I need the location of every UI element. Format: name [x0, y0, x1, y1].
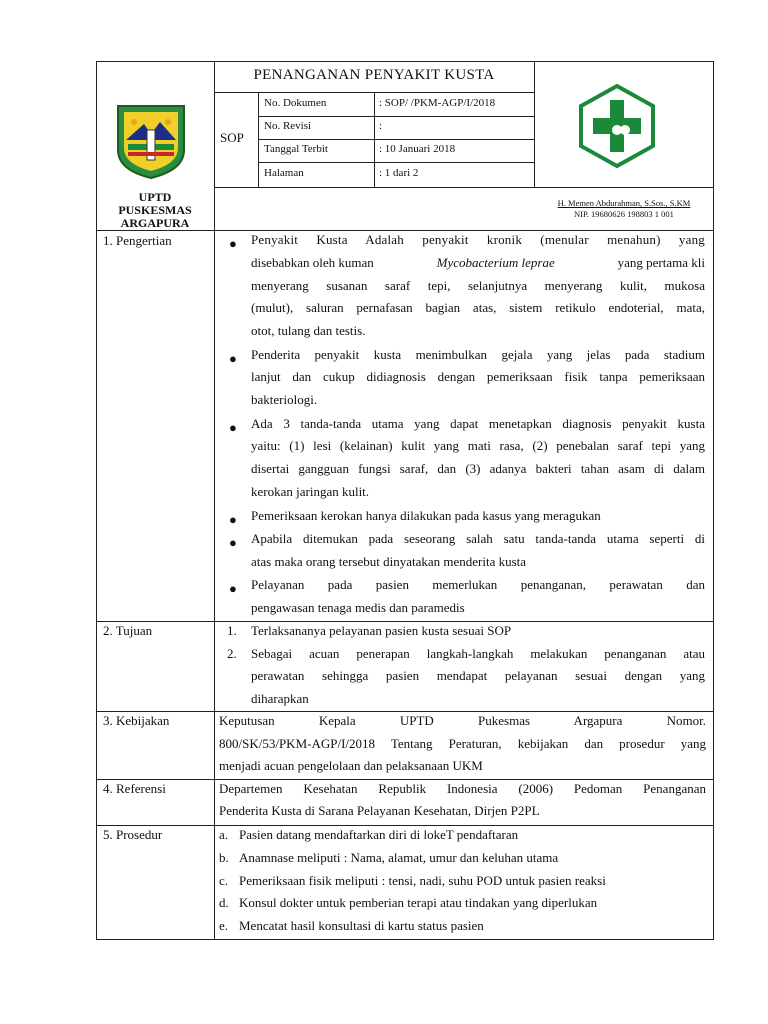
tujuan-text: Terlaksananya pelayanan pasien kusta sesuai SOP [251, 623, 512, 638]
referensi-text: Departemen Kesehatan Republik Indonesia (2006) Pedoman Penanganan [219, 781, 706, 796]
pengertian-text-c: yang pertama kli [617, 255, 705, 270]
puskesmas-emblem-icon [114, 100, 188, 180]
section-label-tujuan: 2. Tujuan [103, 623, 153, 638]
list-marker: d. [219, 895, 229, 910]
revisi-label: No. Revisi [264, 120, 312, 132]
halaman-value: : 1 dari 2 [379, 167, 419, 179]
section-label-pengertian: 1. Pengertian [103, 233, 172, 248]
pengertian-text [251, 255, 705, 271]
bullet-icon: ● [229, 420, 237, 435]
org-name-line3: ARGAPURA [120, 216, 190, 230]
org-name-line1: UPTD [138, 190, 172, 204]
prosedur-step: Anamnase meliputi : Nama, alamat, umur dan keluhan utama [239, 850, 559, 865]
pengertian-text: kerokan jaringan kulit. [251, 484, 370, 499]
sop-label: SOP [220, 130, 244, 145]
prosedur-step: Pasien datang mendaftarkan diri di lokeT pendaftaran [239, 827, 519, 842]
pengertian-text: yaitu: (1) lesi (kelainan) kulit yang mati rasa, (2) penebalan saraf tepi yang [251, 438, 705, 453]
tujuan-text: Sebagai acuan penerapan langkah-langkah melakukan penanganan atau [251, 646, 705, 661]
health-cross-icon [575, 84, 659, 168]
signatory-name: H. Memen Abdurahman, S.Sos., S.KM [557, 198, 691, 208]
bullet-icon: ● [229, 535, 237, 550]
pengertian-text: Pelayanan pada pasien memerlukan penanganan, perawatan dan [251, 577, 705, 592]
signatory-nip: NIP. 19680626 198803 1 001 [574, 209, 674, 219]
prosedur-step: Pemeriksaan fisik meliputi : tensi, nadi, suhu POD untuk pasien reaksi [239, 873, 606, 888]
prosedur-step: Konsul dokter untuk pemberian terapi atau tindakan yang diperlukan [239, 895, 598, 910]
tanggal-value: : 10 Januari 2018 [379, 143, 456, 155]
pengertian-text: bakteriologi. [251, 392, 318, 407]
list-marker: b. [219, 850, 229, 865]
pengertian-text: atas maka orang tersebut dinyatakan menderita kusta [251, 554, 527, 569]
list-marker: e. [219, 918, 229, 933]
halaman-label: Halaman [264, 167, 304, 179]
pengertian-text: Apabila ditemukan pada seseorang salah satu tanda-tanda utama seperti di [251, 531, 705, 546]
pengertian-text: menyerang susanan saraf tepi, selanjutnya menyerang kulit, mukosa [251, 278, 705, 293]
list-marker: 1. [227, 623, 237, 638]
pengertian-text: disertai gangguan fungsi saraf, dan (3) adanya bakteri tahan asam di dalam [251, 461, 705, 476]
referensi-text: Penderita Kusta di Sarana Pelayanan Kesehatan, Dirjen P2PL [219, 803, 540, 818]
bullet-icon: ● [229, 581, 237, 596]
org-name-line2: PUSKESMAS [118, 203, 192, 217]
section-label-kebijakan: 3. Kebijakan [103, 713, 170, 728]
bullet-icon: ● [229, 512, 237, 527]
pengertian-text: Penyakit Kusta Adalah penyakit kronik (menular menahun) yang [251, 232, 705, 247]
page-title: PENANGANAN PENYAKIT KUSTA [253, 67, 495, 83]
tujuan-text: perawatan sehingga pasien mendapat pelayanan sesuai dengan yang [251, 668, 705, 683]
pengertian-text: pengawasan tenaga medis dan paramedis [251, 600, 465, 615]
tujuan-text: diharapkan [251, 691, 309, 706]
pengertian-text: Ada 3 tanda-tanda utama yang dapat menetapkan diagnosis penyakit kusta [251, 416, 705, 431]
bullet-icon: ● [229, 236, 237, 251]
section-label-prosedur: 5. Prosedur [103, 827, 163, 842]
pengertian-text: Pemeriksaan kerokan hanya dilakukan pada kasus yang meragukan [251, 508, 601, 523]
list-marker: a. [219, 827, 229, 842]
list-marker: 2. [227, 646, 237, 661]
pengertian-text: (mulut), saluran pernafasan bagian atas, sistem retikulo endoterial, mata, [251, 300, 705, 315]
doc-label: No. Dokumen [264, 97, 327, 109]
tanggal-label: Tanggal Terbit [264, 143, 328, 155]
revisi-value: : [379, 120, 383, 132]
pathogen-name: Mycobacterium leprae [436, 255, 555, 270]
kebijakan-text: 800/SK/53/PKM-AGP/I/2018 Tentang Peraturan, kebijakan dan prosedur yang [219, 736, 706, 751]
bullet-icon: ● [229, 351, 237, 366]
pengertian-text-a: disebabkan oleh kuman [251, 255, 374, 270]
doc-value: : SOP/ /PKM-AGP/I/2018 [379, 97, 496, 109]
kebijakan-text: menjadi acuan pengelolaan dan pelaksanaan UKM [219, 758, 483, 773]
prosedur-step: Mencatat hasil konsultasi di kartu status pasien [239, 918, 484, 933]
pengertian-text: Penderita penyakit kusta menimbulkan gejala yang jelas pada stadium [251, 347, 705, 362]
kebijakan-text: Keputusan Kepala UPTD Pukesmas Argapura Nomor. [219, 713, 706, 728]
pengertian-text: otot, tulang dan testis. [251, 323, 366, 338]
section-label-referensi: 4. Referensi [103, 781, 166, 796]
pengertian-text: lanjut dan cukup didiagnosis dengan pemeriksaan fisik tanpa pemeriksaan [251, 369, 705, 384]
list-marker: c. [219, 873, 229, 888]
